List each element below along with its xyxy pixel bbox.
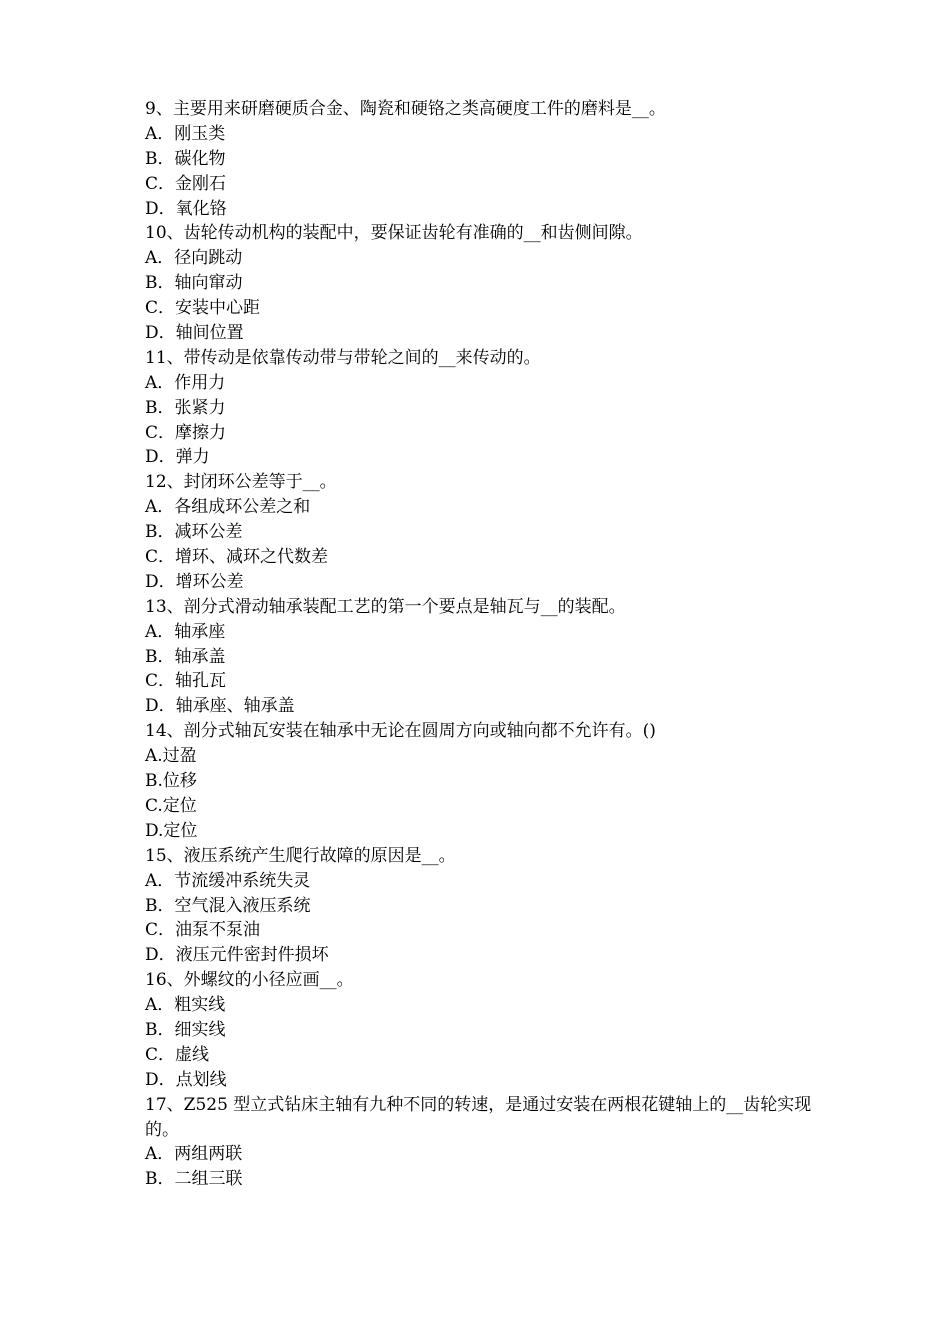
question-stem: 14、剖分式轴瓦安装在轴承中无论在圆周方向或轴向都不允许有。() [145, 721, 656, 742]
question-13 [145, 595, 825, 719]
option-d: D．点划线 [145, 1069, 227, 1090]
option-b: B.位移 [145, 771, 197, 792]
option-b: B．空气混入液压系统 [145, 895, 311, 916]
option-c: C．轴孔瓦 [145, 671, 227, 692]
option-d: D．弹力 [145, 447, 210, 468]
option-c: C．油泵不泵油 [145, 920, 261, 941]
question-14 [145, 719, 825, 843]
option-d: D．氧化铬 [145, 198, 227, 219]
option-b: B．轴向窜动 [145, 273, 243, 294]
option-c: C．虚线 [145, 1044, 210, 1065]
question-stem: 15、液压系统产生爬行故障的原因是__。 [145, 845, 456, 866]
option-c: C．增环、减环之代数差 [145, 547, 329, 568]
option-d: D．增环公差 [145, 571, 244, 592]
question-stem: 10、齿轮传动机构的装配中，要保证齿轮有准确的__和齿侧间隙。 [145, 223, 643, 244]
option-b: B．减环公差 [145, 522, 243, 543]
question-stem: 12、封闭环公差等于__。 [145, 472, 337, 493]
option-a: A．刚玉类 [145, 123, 226, 144]
option-a: A．径向跳动 [145, 248, 243, 269]
option-d: D．轴承座、轴承盖 [145, 696, 295, 717]
question-12 [145, 470, 825, 594]
question-15 [145, 844, 825, 968]
option-b: B．细实线 [145, 1019, 226, 1040]
question-stem: 11、带传动是依靠传动带与带轮之间的__来传动的。 [145, 347, 541, 368]
question-10 [145, 221, 825, 345]
question-stem: 13、剖分式滑动轴承装配工艺的第一个要点是轴瓦与__的装配。 [145, 596, 626, 617]
option-b: B．碳化物 [145, 148, 226, 169]
option-a: A．节流缓冲系统失灵 [145, 870, 311, 891]
option-a: A．两组两联 [145, 1144, 243, 1165]
option-b: B．张紧力 [145, 397, 226, 418]
option-d: D．液压元件密封件损坏 [145, 945, 329, 966]
option-c: C.定位 [145, 795, 197, 816]
option-a: A.过盈 [145, 746, 197, 767]
question-11 [145, 346, 825, 470]
option-b: B．二组三联 [145, 1169, 243, 1190]
question-stem: 17、Z525 型立式钻床主轴有九种不同的转速，是通过安装在两根花键轴上的__齿轮实现的。 [145, 1094, 812, 1140]
option-a: A．作用力 [145, 372, 226, 393]
option-c: C．金刚石 [145, 173, 227, 194]
document-page [145, 97, 825, 1192]
option-b: B．轴承盖 [145, 646, 226, 667]
question-17 [145, 1093, 825, 1193]
option-c: C．摩擦力 [145, 422, 227, 443]
question-stem: 9、主要用来研磨硬质合金、陶瓷和硬铬之类高硬度工件的磨料是__。 [145, 99, 666, 119]
option-a: A．各组成环公差之和 [145, 497, 311, 518]
question-16 [145, 968, 825, 1092]
question-9 [145, 97, 825, 221]
option-d: D．轴间位置 [145, 323, 244, 344]
option-c: C．安装中心距 [145, 298, 261, 319]
option-a: A．轴承座 [145, 621, 226, 642]
option-d: D.定位 [145, 820, 198, 841]
option-a: A．粗实线 [145, 995, 226, 1016]
question-stem: 16、外螺纹的小径应画__。 [145, 970, 354, 991]
